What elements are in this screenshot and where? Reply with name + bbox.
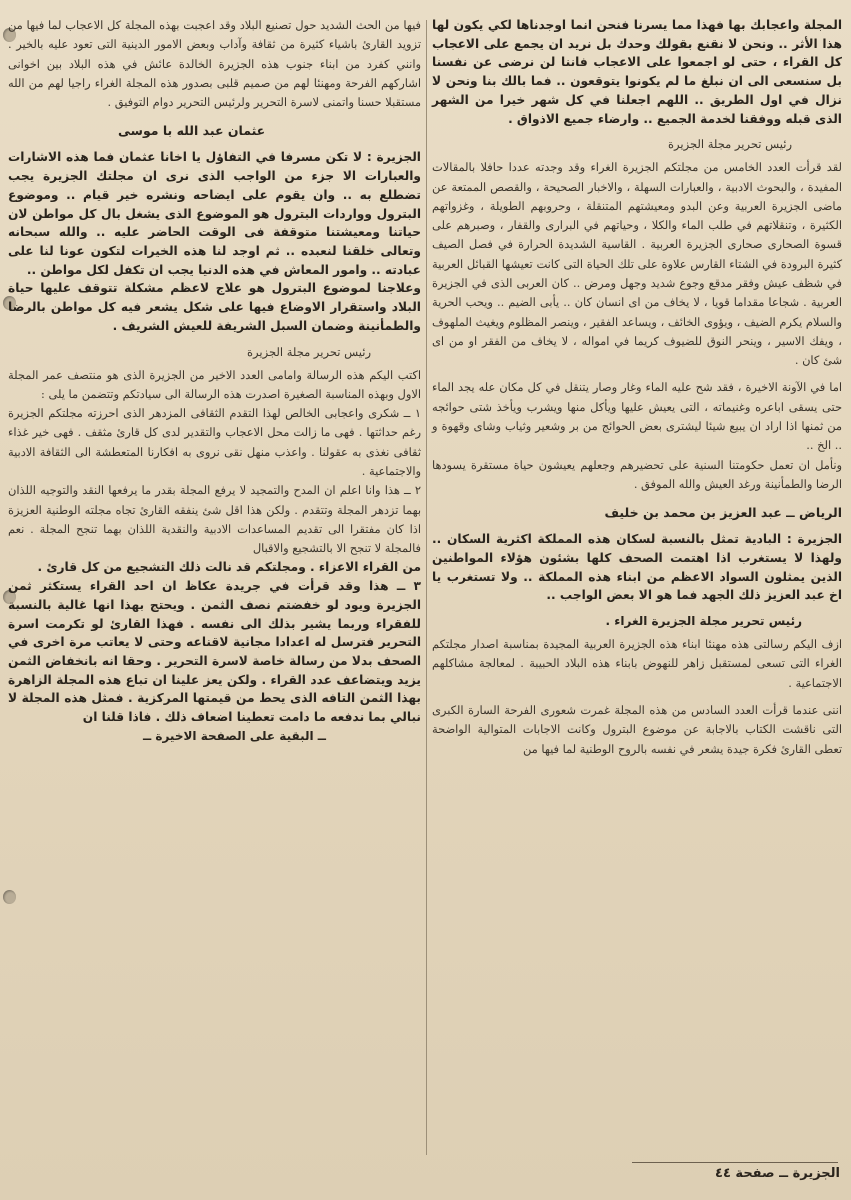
footer-page-number: صفحة ٤٤ [715, 1166, 775, 1181]
left-column [8, 16, 421, 743]
binding-hole [3, 890, 16, 904]
letter-signature-2: عثمان عبد الله با موسى [118, 123, 266, 139]
page-footer: الجزيرة ــ صفحة ٤٤ [715, 1166, 840, 1181]
letter-continuation: فيها من الحث الشديد حول تصنيع البلاد وقد اعجبت بهذه المجلة كل الاعجاب لما فيها من تزويد القارئ باشياء كثيرة من ثقافة وآداب وبعض الامور الدينية التى تعود عليه بالخير . وانني كفرد من ابناء جنوب هذه الجزيرة الخالدة عائش في هذه البلاد بين اخوانى اشاركهم الفرحة ومهنئا لهم من صميم قلبى بصدور هذه المجلة الغراء راجيا لهم من الله مستقبلا حسنا واتمنى لاسرة التحرير ولرئيس التحرير دوام التوفيق . [8, 18, 421, 110]
letter-3-intro: اكتب اليكم هذه الرسالة وامامى العدد الاخير من الجزيرة الذى هو منتصف عمر المجلة الاول وبهذه المناسبة الصغيرة اصدرت هذه الرسالة الى سيادتكم وتتضمن ما يلى : [8, 367, 421, 401]
letter-3-point-2: ٢ ــ هذا وانا اعلم ان المدح والتمجيد لا يرفع المجلة بقدر ما يرفعها النقد والتوجيه اللذان بهما تزدهر المجلة وتتقدم . ولكن هذا اقل شئ ينفقه القارئ تجاه مجلته الوطنية العزيزة اذا كان مفتقرا الى تقديم المساعدات الادبية والنقدية اللذان بهما تنجح المجلة . نعم فالمجلة لا تنجح الا بالتشجيع والاقبال [8, 483, 421, 556]
editor-reply-1: المجلة واعجابك بها فهذا مما يسرنا فنحن انما اوجدناها لكي يكون لها هذا الأثر .. ونحن لا نقنع بقولك وحدك بل نريد ان يجمع على الاعجاب كل القراء ، حتى لو اجمعوا على الاعجاب فاننا لن نرضى عن نفسنا بل سنسعى الى ان نبلغ ما لم يكونوا يتوقعون .. فما بالك بنا ونحن لا نزال في اول الطريق .. اللهم اجعلنا في كل شهر خيرا من الشهر الذى قبله ووفقنا لخدمة الجميع .. وارضاء جميع الاذواق . [432, 18, 842, 126]
letter-3-point-3: ٣ ــ هذا وقد قرأت في جريدة عكاظ ان احد القراء يستكثر ثمن الجزيرة ويود لو خفضتم نصف الثمن . ويحتج بهذا انها غالية بالنسبة للفقراء وربما يشير بذلك الى نفسه . فهذا القارئ لو تكرمت اسرة التحرير فترسل له اعدادا مجانية لاقناعه وحتى لا يعاتب مرة اخرى في الصحف بدلا من رسالة خاصة لاسرة التحرير . وحقا انه بانخفاض الثمن يزيد ويتضاعف عدد القراء . ولكن يعز علينا ان تباع هذه المجلة الزاهرة بهذا الثمن التافه الذى يحط من قيمتها المركزية . فمثل هذه المجلة لا نبالي بما ندفعه ما دامت تعطينا اضعاف ذلك . فاذا قلنا ان [8, 579, 421, 725]
letter-2-paragraph-1: ازف اليكم رسالتى هذه مهنئا ابناء هذه الجزيرة العربية المجيدة بمناسبة اصدار مجلتكم الغراء التى تسعى لمستقبل زاهر للنهوض بابناء هذه البلاد الحبيبة . لمعالجة مشاكلهم الاجتماعية . [432, 637, 842, 690]
letter-signature-1: الرياض ــ عبد العزيز بن محمد بن خليف [604, 505, 842, 521]
editor-reply-2: الجزيرة : البادية تمثل بالنسبة لسكان هذه المملكة اكثرية السكان .. ولهذا لا يستغرب اذا اهتمت الصحف كلها بشئون هؤلاء المواطنين الذين يمثلون السواد الاعظم من ابناء هذه المملكة .. ولا تستغرب يا اخ عبد العزيز ذلك الجهد فما هو الا بعض الواجب .. [432, 532, 842, 603]
column-divider [426, 20, 427, 1155]
footer-magazine-name: الجزيرة [792, 1166, 840, 1181]
letter-salutation-1: رئيس تحرير مجلة الجزيرة [668, 137, 792, 152]
letter-salutation-3: رئيس تحرير مجلة الجزيرة [247, 344, 371, 359]
editor-reply-3-cont: وعلاجنا لموضوع البترول هو علاج لاعظم مشكلة تتوقف عليها حياة البلاد واستقرار الاوضاع فيها على شكل يشعر فيه كل مواطن بالرضا والطمأنينة وضمان السبل الشريفة للعيش الشريف . [8, 281, 421, 333]
right-column [432, 16, 842, 759]
letter-3-point-2-bold: من القراء الاعزاء . ومجلتكم قد نالت ذلك التشجيع من كل قارئ . [37, 560, 421, 575]
letter-paragraph-1: لقد قرأت العدد الخامس من مجلتكم الجزيرة الغراء وقد وجدته عددا حافلا بالمقالات المفيدة ، والبحوث الادبية ، والعبارات السهلة ، والاخبار الصحيحة ، والقصص الممتعة عن ماضى الجزيرة العربية وعن البدو ومعيشتهم المتنقلة ، وحروبهم الطويلة ، وغزواتهم الكثيرة ، وتنقلاتهم في طلب الماء والكلا ، وحياتهم في البرارى والقفار ، وصبرهم على قسوة الصحارى صحارى الجزيرة العربية . القاسية الشديدة الحرارة في فصل الصيف كثيرة البرودة في الشتاء القارس علاوة على تلك الحياة التى كانت تعيشها القبائل العربية في شظف عيش وفقر مدقع وجوع شديد وجهل ومرض .. كان العربى الذى في الجزيرة العربية . شجاعا مقداما قويا ، لا يخاف من اى انسان كان .. يأبى الضيم .. ويحب الحرية والسلام يكرم الضيف ، ويؤوى الخائف ، ويساعد الفقير ، وينصر المظلوم ويغيث الملهوف ، ويفك الاسير ، وينحر النوق للضيوف كريما في امواله ، لا يخاف من الفقر او من اى شئ كان . [432, 160, 842, 368]
letter-3-point-1: ١ ــ شكرى واعجابى الخالص لهذا التقدم الثقافى المزدهر الذى احرزته مجلتكم الجزيرة رغم حداثتها . فهى ما زالت محل الاعجاب والتقدير لدى كل قارئ مثقف . فهى خير غذاء ثقافى نغذى به عقولنا . واعذب منهل نقى نروى به افكارنا المتعطشة الى الثقافة الادبية والاجتماعية . [8, 406, 421, 478]
letter-paragraph-3: ونأمل ان تعمل حكومتنا السنية على تحضيرهم وجعلهم يعيشون حياة مستقرة يسودها الرضا والطمأنينة ورغد العيش والله الموفق . [432, 457, 842, 491]
letter-paragraph-2: اما في الآونة الاخيرة ، فقد شح عليه الماء وغار وصار يتنقل في كل مكان عله يجد الماء حتى يسقى اباعره وغنيماته ، التى يعيش عليها ويأكل منها ويشرب ويأخذ شتى حوائجه من ثمنها اذا اراد ان يبيع شيئا ليشترى بعض الحوائج من بر وشعير وثياب وشاى وقهوة و .. الخ .. [432, 380, 843, 453]
letter-2-paragraph-2: اننى عندما قرأت العدد السادس من هذه المجلة غمرت شعورى الفرحة السارة الكبرى التى ناقشت الكتاب بالاجابة عن موضوع البترول وكانت الاجابات المتوالية الواضحة تعطى القارئ فكرة جيدة يشعر في نفسه بالروح الوطنية لما فيها من [432, 702, 842, 756]
continued-note: ــ البقية على الصفحة الاخيرة ــ [142, 728, 326, 743]
footer-rule [632, 1162, 838, 1163]
letter-salutation-2: رئيس تحرير مجلة الجزيرة الغراء . [605, 614, 802, 629]
editor-reply-3: الجزيرة : لا تكن مسرفا في التفاؤل يا اخانا عثمان فما هذه الاشارات والعبارات الا جزء من الواجب الذى نرى ان مجلتك الجزيرة يجب تضطلع به .. وان يقوم على ايضاحه ونشره خير قيام .. وموضوع البترول وواردات البترول هو الموضوع الذى يشغل بال كل مواطن لان حياتنا ومعيشتنا متوقفة فى الوقت الحاضر عليه .. والله سبحانه وتعالى خلقنا لنعبده .. ثم اوجد لنا هذه الخيرات لتكون عونا لنا على عبادته .. وامور المعاش في هذه الدنيا يجب ان تكفل لكل مواطن .. [8, 150, 421, 277]
